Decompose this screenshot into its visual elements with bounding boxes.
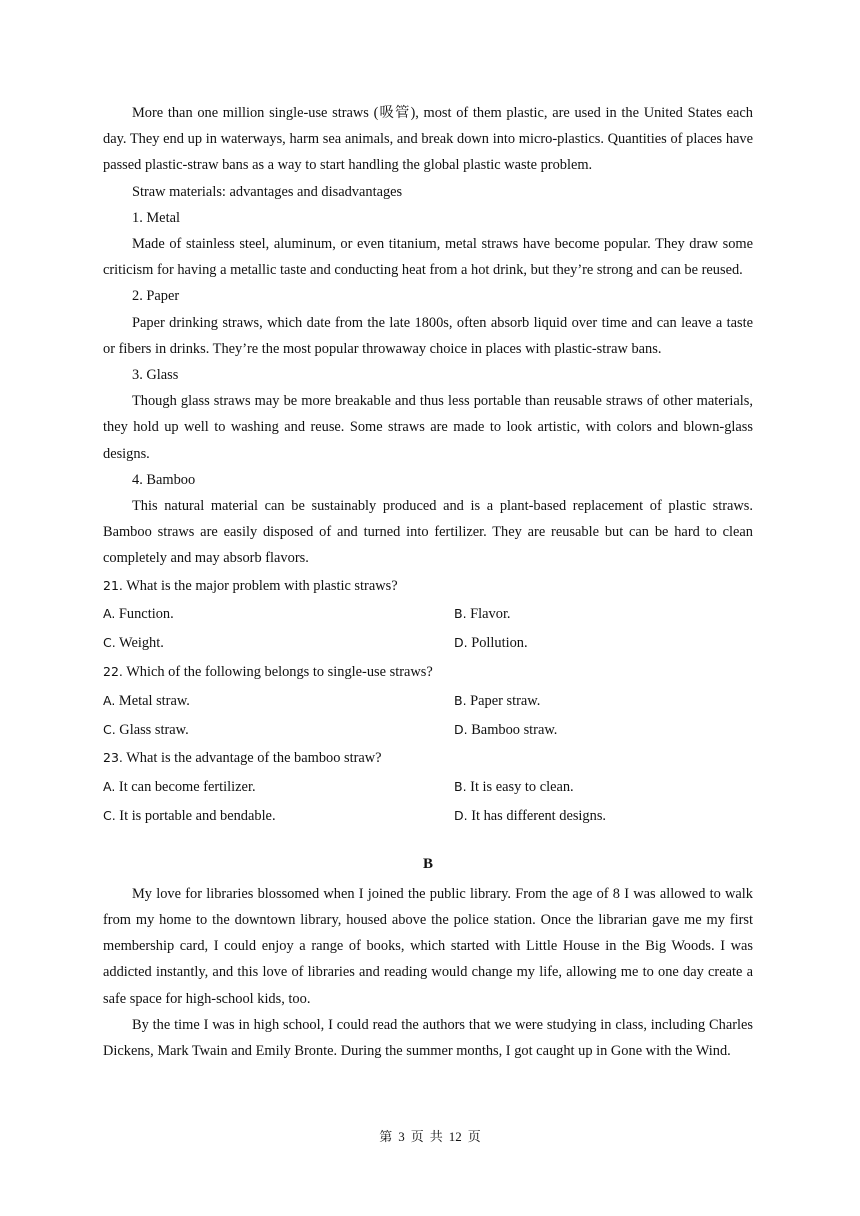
option-letter: B. [454,692,467,708]
option-text: It can become fertilizer. [115,779,256,796]
footer-total-pages: 12 [448,1129,462,1144]
option-letter: A. [103,692,116,708]
question-number: 21. [103,577,123,593]
option-text: Weight. [115,635,164,652]
option-letter: A. [103,606,116,622]
footer-page-number: 3 [398,1129,405,1144]
option-text: Glass straw. [115,721,189,738]
option-text: Flavor. [466,606,511,623]
option-letter: D. [454,721,468,737]
option-d[interactable] [454,802,753,831]
footer-gong: 共 [429,1129,443,1144]
option-letter: D. [454,808,468,824]
option-letter: B. [454,606,467,622]
option-text: It is portable and bendable. [115,808,276,825]
option-letter: A. [103,779,116,795]
question-text: What is the major problem with plastic straws? [122,577,398,594]
footer-ye: 页 [467,1129,481,1144]
option-text: Bamboo straw. [467,721,558,738]
option-text: Paper straw. [466,692,541,709]
question-21-options [103,600,753,658]
passage-a-heading: Straw materials: advantages and disadvantages [132,183,403,200]
footer-ye: 页 [410,1129,424,1144]
metal-paragraph: Made of stainless steel, aluminum, or even titanium, metal straws have become popular. They draw some criticism for having a metallic taste and conducting heat from a hot drink, but they’re strong and can be reused. [103,236,753,279]
paper-paragraph: Paper drinking straws, which date from the late 1800s, often absorb liquid over time and can leave a taste or fibers in drinks. They’re the most popular throwaway choice in places with plastic-straw bans. [103,314,753,357]
option-b[interactable] [454,687,753,716]
question-22 [103,658,753,687]
option-letter: C. [103,808,116,824]
option-c[interactable] [103,802,454,831]
bamboo-paragraph: This natural material can be sustainably produced and is a plant-based replacement of plastic straws. Bamboo straws are easily disposed of and turned into fertilizer. They are reusable but can be hard to clean completely and may absorb flavors. [103,498,753,567]
option-text: It has different designs. [467,808,607,825]
question-number: 22. [103,664,123,680]
glass-paragraph: Though glass straws may be more breakable and thus less portable than reusable straws of other materials, they hold up well to washing and reuse. Some straws are made to look artistic, with colors and blown-glass designs. [103,393,753,462]
option-letter: B. [454,779,467,795]
option-a[interactable] [103,687,454,716]
question-21 [103,572,753,601]
option-text: It is easy to clean. [466,779,574,796]
question-number: 23. [103,750,123,766]
passage-b-paragraph-1: My love for libraries blossomed when I joined the public library. From the age of 8 I was allowed to walk from my home to the downtown library, housed above the police station. Once the librarian gave me my first membership card, I could enjoy a range of books, which started with Little House in the Big Woods. I was addicted instantly, and this love of libraries and reading would change my life, allowing me to one day create a safe space for high-school kids, too. [103,885,753,1007]
question-text: What is the advantage of the bamboo straw? [122,750,382,767]
option-text: Pollution. [467,635,528,652]
bamboo-title: 4. Bamboo [132,471,196,488]
paper-title: 2. Paper [132,288,180,305]
option-a[interactable] [103,773,454,802]
option-b[interactable] [454,600,753,629]
question-22-options [103,687,753,745]
section-b-title: B [422,855,433,872]
option-d[interactable] [454,716,753,745]
footer-di: 第 [379,1129,393,1144]
option-letter: C. [103,721,116,737]
option-c[interactable] [103,629,454,658]
option-letter: C. [103,635,116,651]
passage-b-paragraph-2: By the time I was in high school, I could read the authors that we were studying in class, including Charles Dickens, Mark Twain and Emily Bronte. During the summer months, I got caught up in Gone with the Wind. [103,1016,753,1060]
passage-a-paragraph-intro: More than one million single-use straws (吸管), most of them plastic, are used in the United States each day. They end up in waterways, harm sea animals, and break down into micro-plastics. Quantities of places have passed plastic-straw bans as a way to start handling the global plastic waste problem. [103,105,753,174]
option-letter: D. [454,635,468,651]
question-23 [103,744,753,773]
glass-title: 3. Glass [132,367,179,384]
question-23-options [103,773,753,831]
page-content [103,100,753,1064]
option-text: Metal straw. [115,692,190,709]
option-text: Function. [115,606,174,623]
option-b[interactable] [454,773,753,802]
page-footer [0,1128,860,1146]
metal-title: 1. Metal [132,209,180,226]
option-c[interactable] [103,716,454,745]
option-d[interactable] [454,629,753,658]
question-text: Which of the following belongs to single-use straws? [122,664,433,681]
option-a[interactable] [103,600,454,629]
